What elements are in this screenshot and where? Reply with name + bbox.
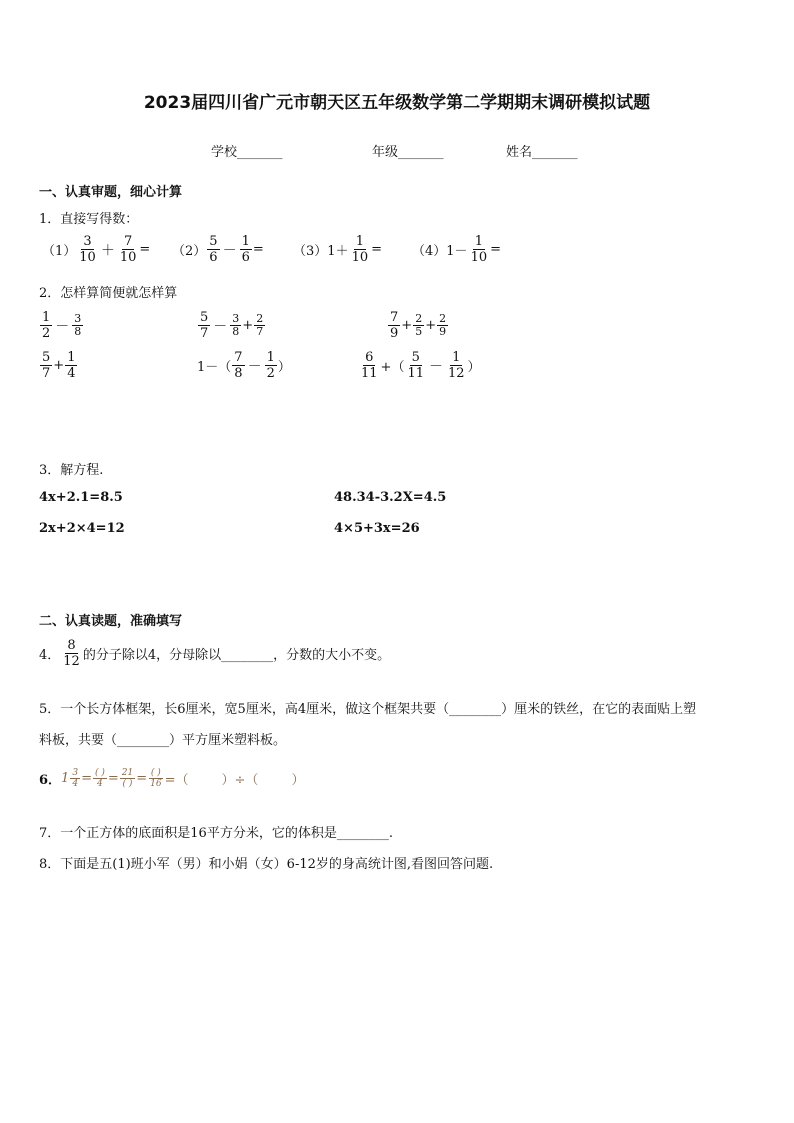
fraction: $\frac{3}{4}$ xyxy=(72,768,79,789)
fraction: $\frac{1}{6}$ xyxy=(241,234,250,265)
fraction: $\frac{21}{( )}$ xyxy=(121,768,134,789)
fraction: $\frac{2}{7}$ xyxy=(256,312,264,338)
q6: 6． 1 $\frac{3}{4}$ = $\frac{( )}{4}$ = $\frac{21}{( )}$ = $\frac{( )}{16}$ =（ ）÷（ ） xyxy=(39,768,305,789)
fraction: $\frac{1}{10}$ xyxy=(470,234,488,265)
q1-item-4: （4） 1－ $\frac{1}{10}$ = xyxy=(412,234,502,265)
equation-3: 2x+2×4=12 xyxy=(39,521,125,536)
q2-expr-5: 1－（ $\frac{7}{8}$ － $\frac{1}{2}$ ） xyxy=(197,350,291,381)
page-title: 2023届四川省广元市朝天区五年级数学第二学期期末调研模拟试题 xyxy=(143,93,651,113)
fraction: $\frac{5}{7}$ xyxy=(42,350,51,381)
equation-1: 4x+2.1=8.5 xyxy=(39,490,123,505)
fraction: $\frac{2}{5}$ xyxy=(415,312,423,338)
q2-expr-2: $\frac{5}{7}$ － $\frac{3}{8}$ + $\frac{2}{7}$ xyxy=(200,310,264,341)
grade-field: 年级_______ xyxy=(372,145,444,160)
fraction: $\frac{1}{10}$ xyxy=(351,234,369,265)
fraction: $\frac{7}{9}$ xyxy=(390,310,399,341)
fraction: $\frac{8}{12}$ xyxy=(63,638,80,669)
q2-expr-3: $\frac{7}{9}$ + $\frac{2}{5}$ + $\frac{2}{9}$ xyxy=(390,310,447,341)
fraction: $\frac{3}{10}$ xyxy=(79,234,96,265)
fraction: $\frac{1}{2}$ xyxy=(42,310,51,341)
fraction: $\frac{1}{2}$ xyxy=(266,350,275,381)
q1-item-2: （2） $\frac{5}{6}$ － $\frac{1}{6}$ = xyxy=(172,234,264,265)
fraction: $\frac{5}{7}$ xyxy=(200,310,209,341)
fraction: $\frac{( )}{16}$ xyxy=(150,768,162,789)
q1-item-1: （1） $\frac{3}{10}$ ＋ $\frac{7}{10}$ = xyxy=(42,234,151,265)
fraction: $\frac{5}{11}$ xyxy=(407,350,424,381)
q2-expr-6: $\frac{6}{11}$ +（ $\frac{5}{11}$ － $\frac{1}{12}$ ） xyxy=(361,350,481,381)
q6-expression: 1 $\frac{3}{4}$ = $\frac{( )}{4}$ = $\frac{21}{( )}$ = $\frac{( )}{16}$ =（ ）÷（ ） xyxy=(61,768,305,789)
fraction: $\frac{6}{11}$ xyxy=(361,350,378,381)
q2-expr-1: $\frac{1}{2}$ － $\frac{3}{8}$ xyxy=(42,310,82,341)
section1-heading: 一、认真审题，细心计算 xyxy=(39,185,183,200)
q2-expr-4: $\frac{5}{7}$ + $\frac{1}{4}$ xyxy=(42,350,76,381)
equation-4: 4×5+3x=26 xyxy=(334,521,420,536)
fraction: $\frac{2}{9}$ xyxy=(439,312,447,338)
q3-label: 3．解方程. xyxy=(39,463,104,478)
fraction: $\frac{( )}{4}$ xyxy=(94,768,105,789)
section2-heading: 二、认真读题，准确填写 xyxy=(39,614,183,629)
q8: 8．下面是五(1)班小军（男）和小娟（女）6-12岁的身高统计图,看图回答问题. xyxy=(39,857,494,872)
q2-label: 2．怎样算简便就怎样算 xyxy=(39,286,178,301)
fraction: $\frac{1}{4}$ xyxy=(67,350,76,381)
q1-label: 1．直接写得数： xyxy=(39,212,139,227)
q1-item-3: （3） 1＋ $\frac{1}{10}$ = xyxy=(293,234,383,265)
school-field: 学校_______ xyxy=(211,145,283,160)
fraction: $\frac{3}{8}$ xyxy=(232,312,240,338)
q5-line1: 5．一个长方体框架，长6厘米，宽5厘米，高4厘米，做这个框架共要（________）厘米的铁丝，在它的表面贴上塑 xyxy=(39,702,697,717)
fraction: $\frac{7}{10}$ xyxy=(119,234,137,265)
fraction: $\frac{7}{8}$ xyxy=(234,350,243,381)
fraction: $\frac{1}{12}$ xyxy=(448,350,465,381)
equation-2: 48.34-3.2X=4.5 xyxy=(334,490,447,505)
q5-line2: 料板，共要（________）平方厘米塑料板。 xyxy=(39,733,287,748)
q7: 7．一个正方体的底面积是16平方分米，它的体积是________. xyxy=(39,826,393,841)
fraction: $\frac{5}{6}$ xyxy=(209,234,218,265)
name-field: 姓名_______ xyxy=(506,145,578,160)
q4: 4． $\frac{8}{12}$ 的分子除以4，分母除以________，分数的大小不变。 xyxy=(39,638,391,669)
fraction: $\frac{3}{8}$ xyxy=(74,312,82,338)
